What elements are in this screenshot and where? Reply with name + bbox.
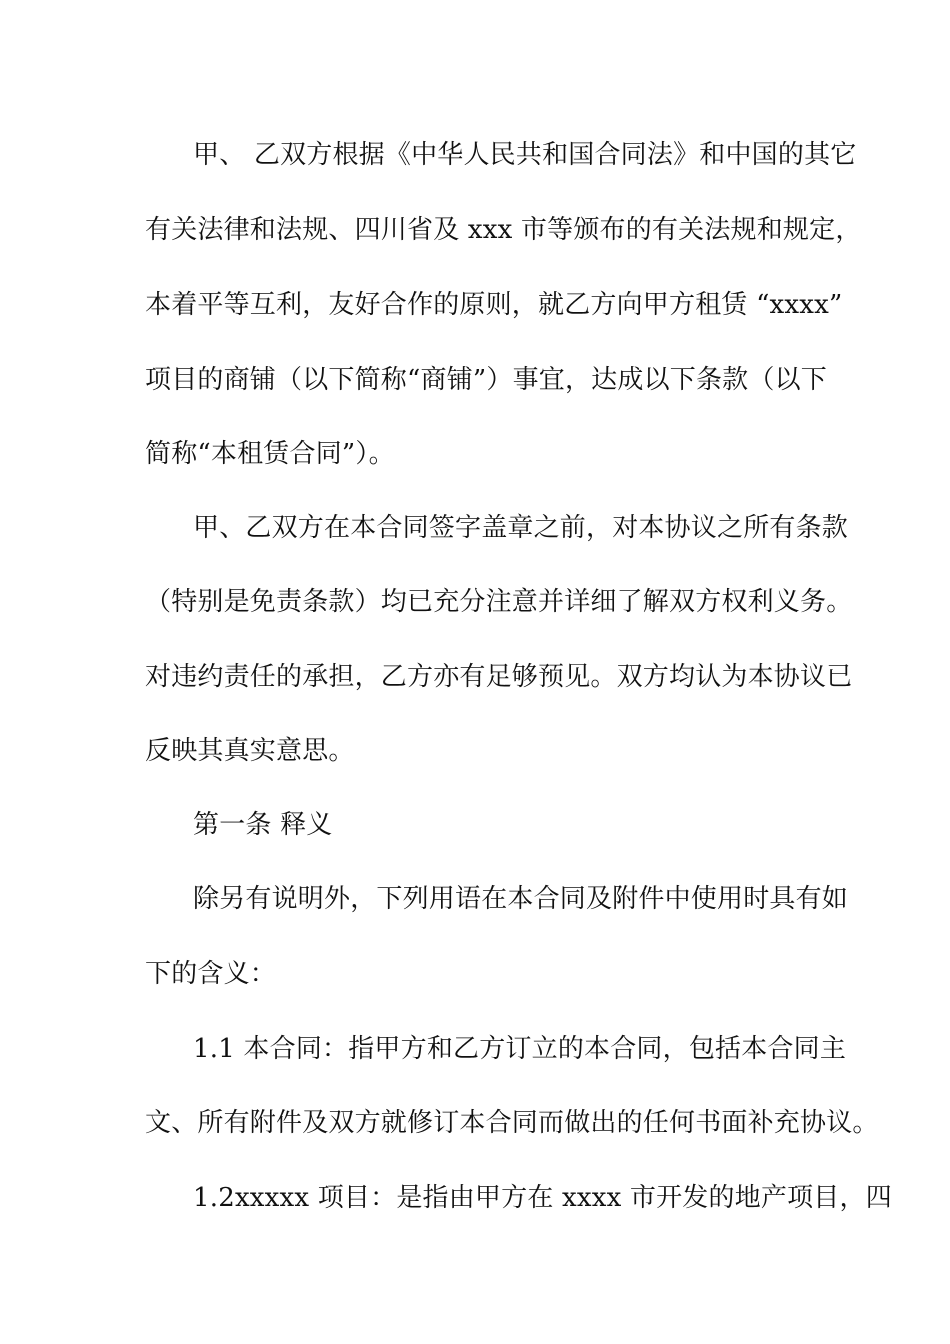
paragraph-line: 文、所有附件及双方就修订本合同而做出的任何书面补充协议。 <box>145 1108 879 1138</box>
paragraph-line: 反映其真实意思。 <box>145 736 355 766</box>
paragraph-line: 本着平等互利，友好合作的原则，就乙方向甲方租赁 “xxxx” <box>145 290 843 320</box>
paragraph-line: 有关法律和法规、四川省及 xxx 市等颁布的有关法规和规定， <box>145 215 862 245</box>
section-heading: 第一条 释义 <box>193 810 333 840</box>
paragraph-line: 1.2xxxxx 项目：是指由甲方在 xxxx 市开发的地产项目，四 <box>193 1183 892 1213</box>
paragraph-line: 简称“本租赁合同”）。 <box>145 439 395 469</box>
paragraph-line: 下的含义： <box>145 959 277 989</box>
paragraph-line: 甲、 乙双方根据《中华人民共和国合同法》和中国的其它 <box>193 140 857 170</box>
paragraph-line: 1.1 本合同：指甲方和乙方订立的本合同，包括本合同主 <box>193 1034 847 1064</box>
paragraph-line: 除另有说明外，下列用语在本合同及附件中使用时具有如 <box>193 884 849 914</box>
paragraph-line: （特别是免责条款）均已充分注意并详细了解双方权利义务。 <box>145 587 853 617</box>
paragraph-line: 甲、乙双方在本合同签字盖章之前，对本协议之所有条款 <box>193 513 849 543</box>
paragraph-line: 项目的商铺（以下简称“商铺”）事宜，达成以下条款（以下 <box>145 365 827 395</box>
paragraph-line: 对违约责任的承担，乙方亦有足够预见。双方均认为本协议已 <box>145 662 853 692</box>
